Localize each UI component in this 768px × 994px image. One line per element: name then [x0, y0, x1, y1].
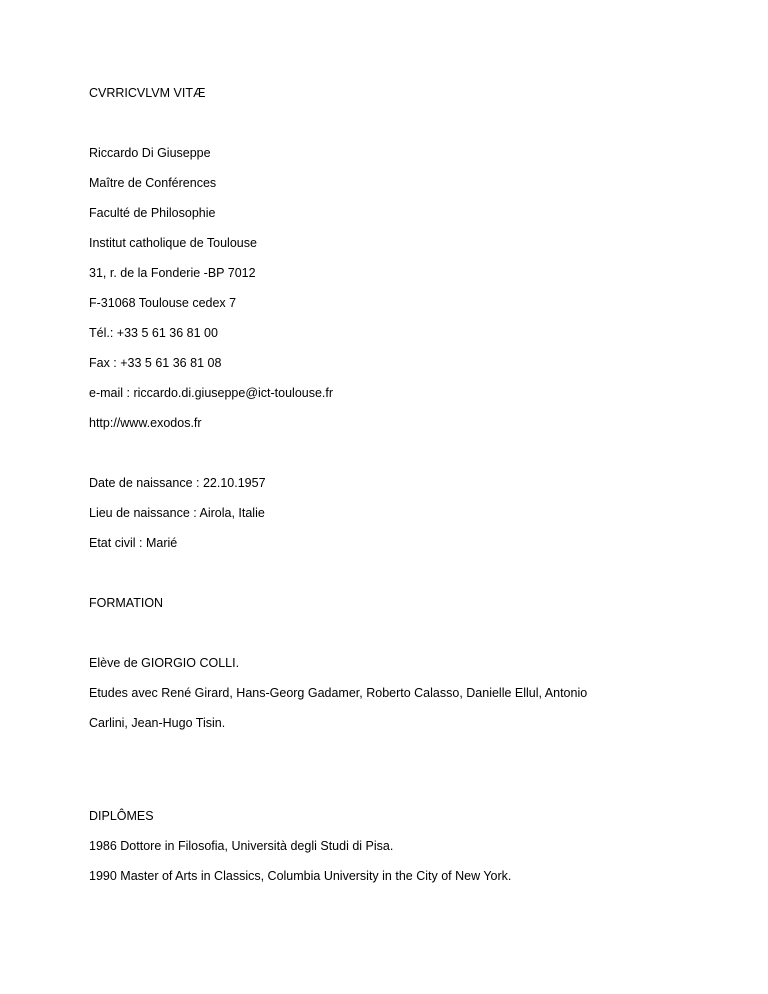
birth-place: Lieu de naissance : Airola, Italie: [89, 506, 265, 520]
contact-website: http://www.exodos.fr: [89, 416, 202, 430]
contact-position: Maître de Conférences: [89, 176, 217, 190]
diplomas-heading: DIPLÔMES: [89, 809, 154, 823]
formation-line-3: Carlini, Jean-Hugo Tisin.: [89, 716, 226, 730]
contact-faculty: Faculté de Philosophie: [89, 206, 216, 220]
diploma-item-2: 1990 Master of Arts in Classics, Columbia University in the City of New York.: [89, 869, 512, 883]
formation-heading: FORMATION: [89, 596, 164, 610]
contact-address-street: 31, r. de la Fonderie -BP 7012: [89, 266, 256, 280]
contact-fax: Fax : +33 5 61 36 81 08: [89, 356, 222, 370]
formation-line-2: Etudes avec René Girard, Hans-Georg Gadamer, Roberto Calasso, Danielle Ellul, Antonio: [89, 686, 588, 700]
contact-email: e-mail : riccardo.di.giuseppe@ict-toulouse.fr: [89, 386, 334, 400]
civil-status: Etat civil : Marié: [89, 536, 178, 550]
contact-address-city: F-31068 Toulouse cedex 7: [89, 296, 237, 310]
contact-name: Riccardo Di Giuseppe: [89, 146, 211, 160]
document-title: CVRRICVLVM VITÆ: [89, 86, 206, 100]
formation-line-1: Elève de GIORGIO COLLI.: [89, 656, 240, 670]
contact-institution: Institut catholique de Toulouse: [89, 236, 257, 250]
contact-phone: Tél.: +33 5 61 36 81 00: [89, 326, 218, 340]
diploma-item-1: 1986 Dottore in Filosofia, Università degli Studi di Pisa.: [89, 839, 394, 853]
birth-date: Date de naissance : 22.10.1957: [89, 476, 266, 490]
